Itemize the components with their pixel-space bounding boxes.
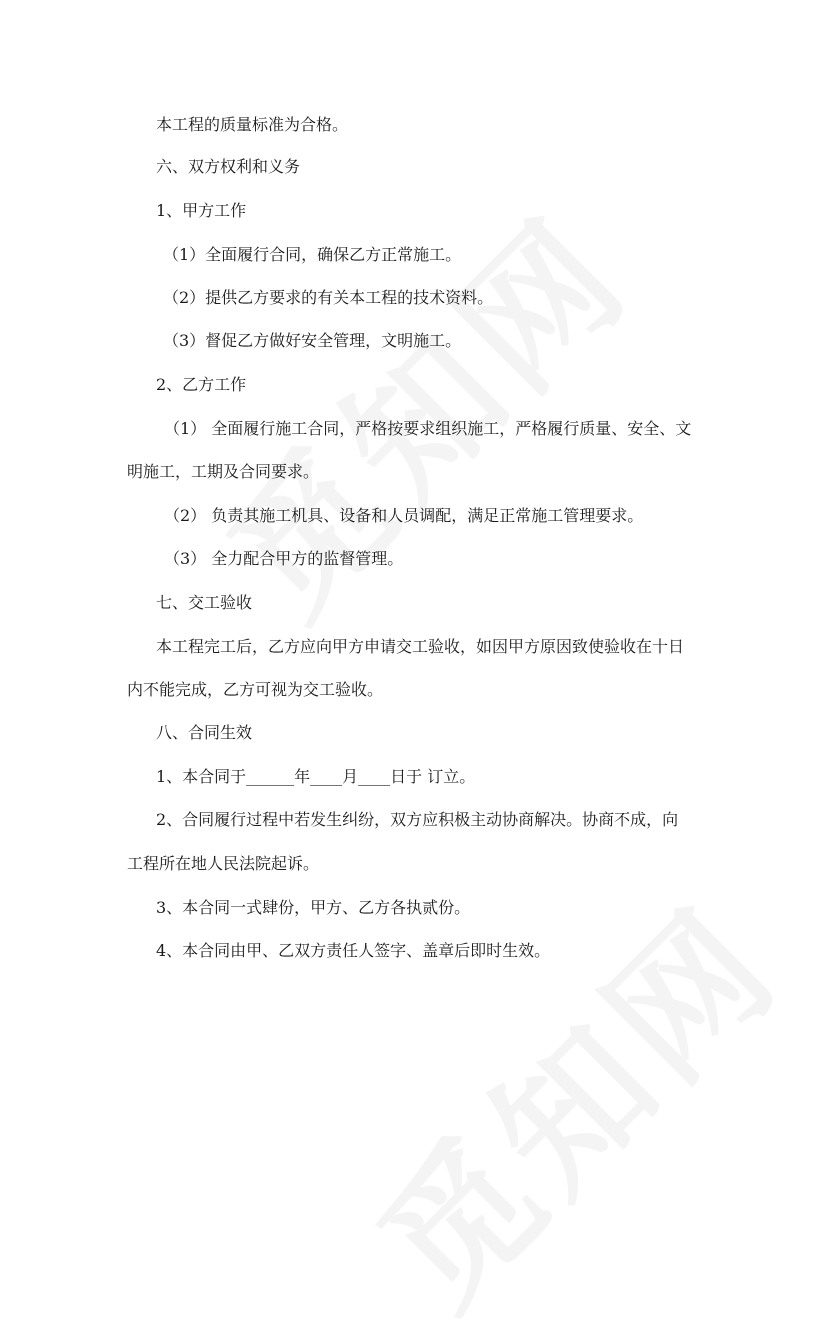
- quality-standard-text: 本工程的质量标准为合格。: [156, 115, 349, 134]
- party-b-item-3: （3） 全力配合甲方的监督管理。: [164, 549, 404, 568]
- subsection-party-a: 1、甲方工作: [156, 201, 247, 220]
- party-b-item-1-cont: 明施工，工期及合同要求。: [127, 462, 320, 481]
- section-heading-rights: 六、双方权利和义务: [156, 157, 301, 176]
- effectiveness-item-3: 3、本合同一式肆份，甲方、乙方各执贰份。: [156, 898, 471, 917]
- party-b-item-1: （1） 全面履行施工合同，严格按要求组织施工，严格履行质量、安全、文: [164, 419, 692, 438]
- acceptance-text-cont: 内不能完成，乙方可视为交工验收。: [127, 680, 384, 699]
- watermark: [324, 852, 816, 1344]
- party-a-item-3: （3）督促乙方做好安全管理，文明施工。: [163, 331, 462, 350]
- effectiveness-item-2: 2、合同履行过程中若发生纠纷，双方应积极主动协商解决。协商不成，向: [156, 810, 679, 829]
- party-a-item-2: （2）提供乙方要求的有关本工程的技术资料。: [163, 288, 494, 307]
- acceptance-text: 本工程完工后，乙方应向甲方申请交工验收，如因甲方原因致使验收在十日: [156, 637, 685, 656]
- subsection-party-b: 2、乙方工作: [156, 375, 247, 394]
- effectiveness-item-4: 4、本合同由甲、乙双方责任人签字、盖章后即时生效。: [156, 941, 551, 960]
- effectiveness-item-1: 1、本合同于______年____月____日于 订立。: [156, 767, 476, 786]
- section-heading-effectiveness: 八、合同生效: [156, 723, 253, 742]
- section-heading-acceptance: 七、交工验收: [156, 593, 253, 612]
- party-b-item-2: （2） 负责其施工机具、设备和人员调配，满足正常施工管理要求。: [164, 506, 644, 525]
- party-a-item-1: （1）全面履行合同，确保乙方正常施工。: [163, 245, 462, 264]
- effectiveness-item-2-cont: 工程所在地人民法院起诉。: [127, 854, 320, 873]
- watermark: [174, 162, 666, 654]
